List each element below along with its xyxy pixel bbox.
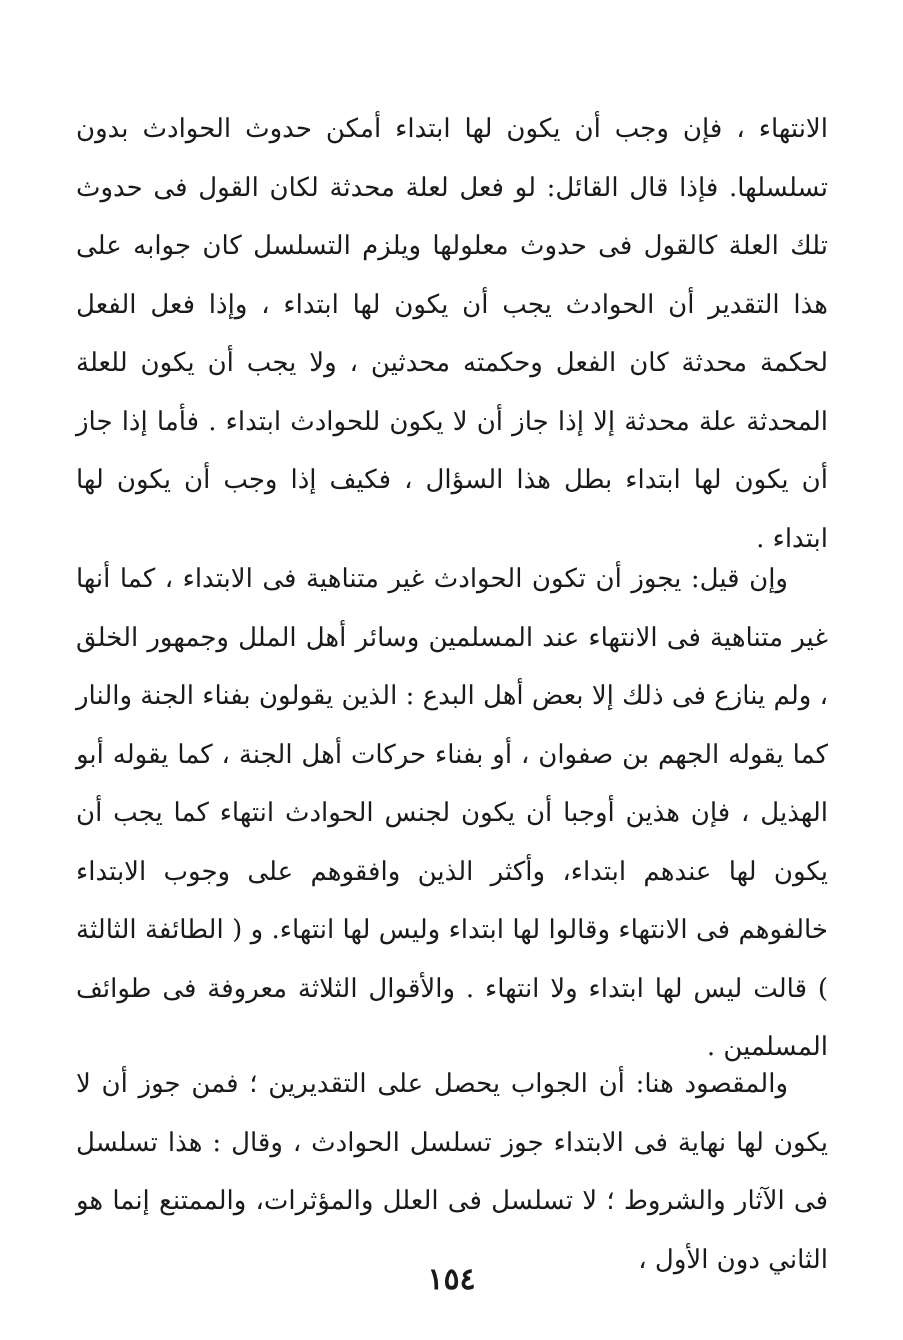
paragraph: والمقصود هنا: أن الجواب يحصل على التقديرين ؛ فمن جوز أن لا يكون لها نهاية فى الابتداء جوز تسلسل الحوادث ، وقال : هذا تسلسل فى الآثار والشروط ؛ لا تسلسل فى العلل والمؤثرات، والممتنع إنما هو الثاني دون الأول ،: [76, 1069, 829, 1275]
paragraph-block-1: [76, 100, 828, 568]
paragraph-block-3: [76, 1055, 828, 1289]
paragraph: وإن قيل: يجوز أن تكون الحوادث غير متناهية فى الابتداء ، كما أنها غير متناهية فى الانتهاء عند المسلمين وسائر أهل الملل وجمهور الخلق ، ولم ينازع فى ذلك إلا بعض أهل البدع : الذين يقولون بفناء الجنة والنار كما يقوله الجهم بن صفوان ، أو بفناء حركات أهل الجنة ، كما يقوله أبو الهذيل ، فإن هذين أوجبا أن يكون لجنس الحوادث انتهاء كما يجب أن يكون لها عندهم ابتداء، وأكثر الذين وافقوهم على وجوب الابتداء خالفوهم فى الانتهاء وقالوا لها ابتداء وليس لها انتهاء. و ( الطائفة الثالثة ) قالت ليس لها ابتداء ولا انتهاء . والأقوال الثلاثة معروفة فى طوائف المسلمين .: [76, 564, 828, 1062]
paragraph-block-2: [76, 550, 828, 1077]
page-number: ١٥٤: [427, 1262, 476, 1297]
paragraph: الانتهاء ، فإن وجب أن يكون لها ابتداء أمكن حدوث الحوادث بدون تسلسلها. فإذا قال القائل: لو فعل لعلة محدثة لكان القول فى حدوث تلك العلة كالقول فى حدوث معلولها ويلزم التسلسل كان جوابه على هذا التقدير أن الحوادث يجب أن يكون لها ابتداء ، وإذا فعل الفعل لحكمة محدثة كان الفعل وحكمته محدثين ، ولا يجب أن يكون للعلة المحدثة علة محدثة إلا إذا جاز أن لا يكون للحوادث ابتداء . فأما إذا جاز أن يكون لها ابتداء بطل هذا السؤال ، فكيف إذا وجب أن يكون لها ابتداء .: [76, 114, 828, 554]
